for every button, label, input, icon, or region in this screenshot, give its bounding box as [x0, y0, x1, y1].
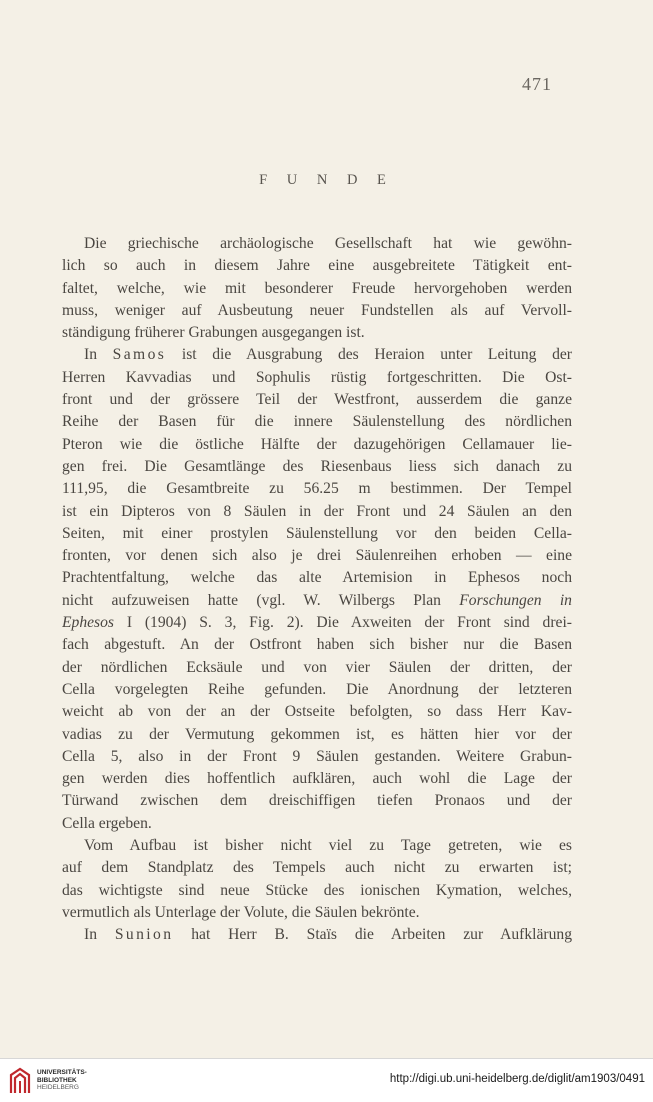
text-line: Cella 5, also in der Front 9 Säulen gestanden. Weitere Grabun-	[62, 747, 572, 765]
text-line: Cella vorgelegten Reihe gefunden. Die Anordnung der letzteren	[62, 680, 572, 698]
text-line: muss, weniger auf Ausbeutung neuer Fundstellen als auf Vervoll-	[62, 301, 572, 319]
text-line: ist ein Dipteros von 8 Säulen in der Front und 24 Säulen an den	[62, 502, 572, 520]
page-number: 471	[522, 74, 552, 94]
citation-italic: Ephesos	[62, 614, 114, 632]
text-line: Reihe der Basen für die innere Säulenstellung des nördlichen	[62, 413, 572, 431]
text-line: vermutlich als Unterlage der Volute, die Säulen bekrönte.	[62, 903, 420, 921]
text-line: 111,95, die Gesamtbreite zu 56.25 m bestimmen. Der Tempel	[62, 480, 572, 498]
university-library-logo-icon	[8, 1067, 32, 1095]
paragraph	[62, 233, 572, 344]
citation-italic: Forschungen in	[459, 591, 572, 609]
paragraph	[62, 835, 572, 924]
text-line: fronten, vor denen sich also je drei Säulenreihen erhoben — eine	[62, 547, 572, 565]
text-line: vadias zu der Vermutung gekommen ist, es hätten hier vor der	[62, 725, 572, 743]
text-line: weicht ab von der an der Ostseite befolgten, so dass Herr Kav-	[62, 703, 572, 721]
text-line: Herren Kavvadias und Sophulis rüstig fortgeschritten. Die Ost-	[62, 368, 572, 386]
paragraph	[62, 924, 572, 946]
text-line: Vom Aufbau ist bisher nicht viel zu Tage getreten, wie es	[84, 837, 572, 855]
text-line: Cella ergeben.	[62, 814, 152, 832]
text-line: gen frei. Die Gesamtlänge des Riesenbaus liess sich danach zu	[62, 457, 572, 475]
text-line: das wichtigste sind neue Stücke des ionischen Kymation, welches,	[62, 881, 572, 899]
text-line: front und der grössere Teil der Westfront, ausserdem die ganze	[62, 391, 572, 409]
text-line: In Sunion hat Herr B. Staïs die Arbeiten zur Aufklärung	[84, 926, 572, 944]
viewer-footer	[0, 1058, 653, 1102]
text-line: der nördlichen Ecksäule und von vier Säulen der dritten, der	[62, 658, 572, 676]
text-line: nicht aufzuweisen hatte (vgl. W. Wilbergs Plan Forschungen in	[62, 591, 572, 609]
paragraph	[62, 344, 572, 835]
text-line: faltet, welche, wie mit besonderer Freude hervorgehoben werden	[62, 279, 572, 297]
library-name: UNIVERSITÄTS- BIBLIOTHEK HEIDELBERG	[37, 1069, 87, 1092]
place-name-samos: Samos	[112, 346, 167, 364]
text-line: Seiten, mit einer prostylen Säulenstellung vor den beiden Cella-	[62, 524, 572, 542]
text-line: Türwand zwischen dem dreischiffigen tiefen Pronaos und der	[62, 792, 572, 810]
text-line: lich so auch in diesem Jahre eine ausgebreitete Tätigkeit ent-	[62, 257, 572, 275]
text-line: auf dem Standplatz des Tempels auch nicht zu erwarten ist;	[62, 859, 572, 877]
text-line: Pteron wie die östliche Hälfte der dazugehörigen Cellamauer lie-	[62, 435, 572, 453]
text-line: Prachtentfaltung, welche das alte Artemision in Ephesos noch	[62, 569, 572, 587]
body-text	[62, 233, 572, 947]
text-line: fach abgestuft. An der Ostfront haben sich bisher nur die Basen	[62, 636, 572, 654]
text-line: ständigung früherer Grabungen ausgegangen ist.	[62, 324, 365, 342]
text-line: In Samos ist die Ausgrabung des Heraion unter Leitung der	[84, 346, 572, 364]
place-name-sunion: Sunion	[114, 926, 174, 944]
section-heading: F U N D E	[259, 172, 394, 188]
permalink-url[interactable]: http://digi.ub.uni-heidelberg.de/diglit/am1903/0491	[389, 1073, 645, 1085]
text-line: Die griechische archäologische Gesellschaft hat wie gewöhn-	[84, 235, 572, 252]
text-line: gen werden dies hoffentlich aufklären, auch wohl die Lage der	[62, 770, 572, 788]
text-line: Ephesos I (1904) S. 3, Fig. 2). Die Axweiten der Front sind drei-	[62, 614, 572, 632]
